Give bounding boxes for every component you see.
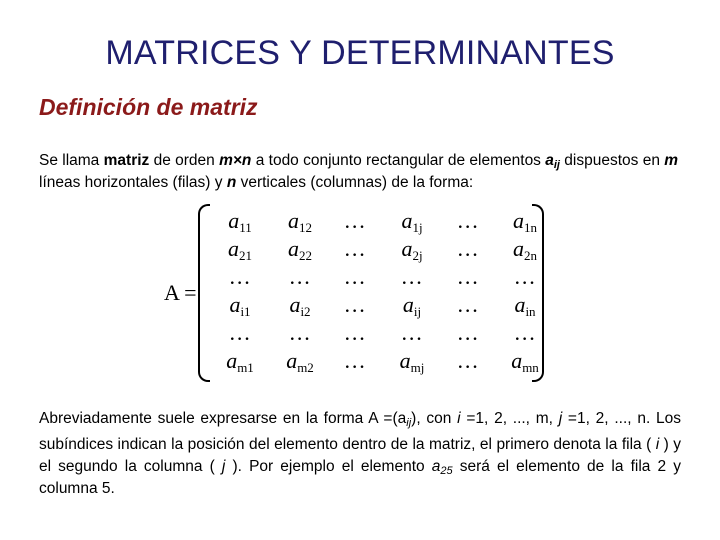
subscript: ij: [406, 417, 412, 429]
text: ), con: [411, 410, 458, 427]
matrix-cell: $a_{ij}$: [402, 292, 422, 319]
text: ) y el segundo la columna (: [39, 436, 681, 475]
matrix-cell: $a_{2j}$: [401, 236, 423, 263]
left-bracket: [198, 204, 210, 382]
index-j: j: [558, 410, 563, 427]
matrix-cell: …: [458, 236, 478, 261]
matrix-cell: …: [345, 292, 365, 317]
matrix-cell: …: [230, 264, 250, 289]
index-j: j: [221, 458, 226, 475]
matrix-cell: …: [458, 208, 478, 233]
matrix-cell: $a_{m2}$: [286, 348, 314, 375]
matrix-cell: …: [345, 348, 365, 373]
matrix-cell: $a_{mj}$: [399, 348, 425, 375]
matrix-cell: $a_{21}$: [228, 236, 252, 263]
matrix-cell: …: [345, 236, 365, 261]
matrix-cell: …: [402, 264, 422, 289]
matrix-cell: $a_{i1}$: [229, 292, 251, 319]
matrix-cell: $a_{in}$: [514, 292, 536, 319]
text: =1, 2, ..., m,: [460, 410, 559, 427]
index-i: i: [655, 436, 660, 453]
n-term: n: [226, 174, 237, 191]
text: dispuestos en: [560, 152, 665, 169]
text: verticales (columnas) de la forma:: [236, 174, 474, 191]
text: =1, 2, ..., n. Los subíndices indican la posición del elemento dentro de la matriz, el primero denota la fila (: [39, 410, 681, 453]
definition-paragraph: [39, 150, 689, 194]
text: Abreviadamente suele expresarse en la forma A =(a: [39, 410, 407, 427]
matrix-cell: …: [402, 320, 422, 345]
matrix-cell: $a_{12}$: [288, 208, 312, 235]
matrix-cell: $a_{22}$: [288, 236, 312, 263]
bold-term: matriz: [103, 152, 150, 169]
matrix-cell: $a_{i2}$: [289, 292, 311, 319]
text: líneas horizontales (filas) y: [39, 174, 227, 191]
section-heading: Definición de matriz: [39, 94, 258, 120]
matrix-cell: …: [345, 320, 365, 345]
matrix-label: A =: [164, 280, 197, 305]
matrix-cell: …: [458, 292, 478, 317]
matrix-cell: …: [458, 348, 478, 373]
matrix-cell: …: [458, 320, 478, 345]
text: ). Por ejemplo el elemento: [225, 458, 432, 475]
matrix-cell: …: [290, 264, 310, 289]
matrix-cell: …: [230, 320, 250, 345]
text: será el elemento de la fila 2 y columna 5.: [39, 458, 681, 497]
matrix-cell: $a_{1j}$: [401, 208, 423, 235]
index-i: i: [457, 410, 461, 427]
matrix-cell: $a_{11}$: [228, 208, 252, 235]
element-a25: $a_{25}$: [431, 458, 453, 477]
matrix-cell: …: [515, 264, 535, 289]
matrix-figure: [160, 202, 550, 382]
text: Se llama: [39, 152, 104, 169]
matrix-cell: …: [290, 320, 310, 345]
matrix-cell: $a_{1n}$: [513, 208, 537, 235]
matrix-cell: …: [515, 320, 535, 345]
explanation-paragraph: [39, 408, 681, 500]
order-term: m×n: [219, 152, 252, 169]
element-term: $a_{ij}$: [545, 152, 560, 171]
matrix-cell: $a_{mn}$: [511, 348, 539, 375]
text: a todo conjunto rectangular de elementos: [251, 152, 546, 169]
matrix-cell: $a_{m1}$: [226, 348, 254, 375]
page-title: MATRICES Y DETERMINANTES: [105, 34, 615, 72]
matrix-cell: …: [458, 264, 478, 289]
matrix-cell: $a_{2n}$: [513, 236, 537, 263]
text: de orden: [149, 152, 220, 169]
m-term: m: [664, 152, 679, 169]
matrix-cell: …: [345, 264, 365, 289]
matrix-cell: …: [345, 208, 365, 233]
